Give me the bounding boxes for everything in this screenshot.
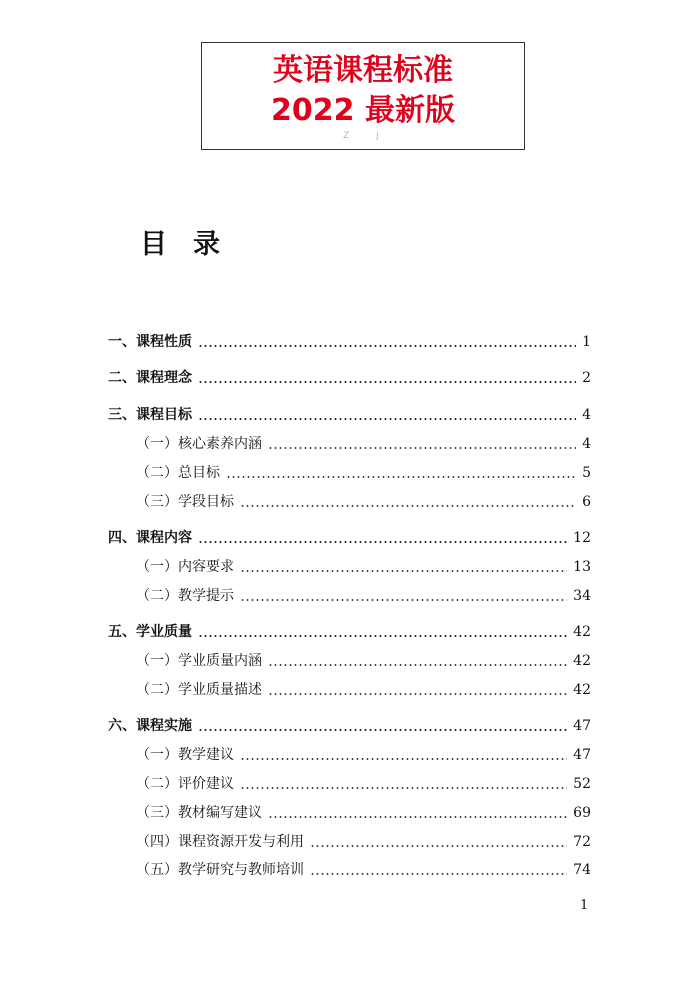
dot-leader — [198, 381, 576, 383]
toc-entry[interactable] — [108, 621, 591, 643]
toc-entry[interactable] — [136, 859, 591, 881]
toc-entry-page: 69 — [573, 805, 591, 821]
page-number: 1 — [580, 898, 589, 913]
toc-entry-label: （四）课程资源开发与利用 — [136, 834, 304, 850]
toc-entry-page: 6 — [582, 494, 591, 510]
toc-entry[interactable] — [136, 831, 591, 853]
toc-heading: 目录 — [140, 229, 246, 260]
toc-entry-page: 52 — [573, 776, 591, 792]
toc-entry[interactable] — [108, 331, 591, 353]
toc-entry-page: 5 — [582, 465, 591, 481]
dot-leader — [198, 541, 567, 543]
toc-entry[interactable] — [108, 527, 591, 549]
toc-entry-label: 五、学业质量 — [108, 624, 192, 640]
toc-entry-page: 42 — [573, 682, 591, 698]
toc-entry-label: （三）教材编写建议 — [136, 805, 262, 821]
dot-leader — [226, 476, 576, 478]
toc-entry-label: 二、课程理念 — [108, 370, 192, 386]
edition-subtitle: 2022 最新版 — [271, 93, 455, 128]
toc-entry-label: 一、课程性质 — [108, 334, 192, 350]
toc-entry-label: （一）教学建议 — [136, 747, 234, 763]
dot-leader — [198, 418, 576, 420]
toc-entry[interactable] — [108, 715, 591, 737]
toc-entry[interactable] — [136, 773, 591, 795]
dot-leader — [240, 787, 567, 789]
dot-leader — [240, 758, 567, 760]
document-title: 英语课程标准 — [273, 53, 453, 88]
toc-entry-label: （二）学业质量描述 — [136, 682, 262, 698]
toc-entry-page: 1 — [582, 334, 591, 350]
toc-entry[interactable] — [108, 367, 591, 389]
dot-leader — [240, 599, 567, 601]
toc-entry[interactable] — [136, 679, 591, 701]
toc-entry[interactable] — [136, 556, 591, 578]
dot-leader — [310, 873, 567, 875]
dot-leader — [198, 635, 567, 637]
toc-entry-label: （二）教学提示 — [136, 588, 234, 604]
watermark-letter: J — [376, 131, 379, 141]
dot-leader — [198, 345, 576, 347]
dot-leader — [310, 845, 567, 847]
toc-entry[interactable] — [136, 802, 591, 824]
toc-entry-label: （一）核心素养内涵 — [136, 436, 262, 452]
toc-entry-label: （二）评价建议 — [136, 776, 234, 792]
toc-entry-page: 4 — [582, 436, 591, 452]
dot-leader — [268, 447, 576, 449]
toc-entry-page: 42 — [573, 624, 591, 640]
watermark-letter: Z — [343, 131, 350, 141]
toc-entry[interactable] — [108, 404, 591, 426]
toc-entry-page: 74 — [573, 862, 591, 878]
toc-entry-label: （三）学段目标 — [136, 494, 234, 510]
toc-entry-page: 42 — [573, 653, 591, 669]
toc-entry[interactable] — [136, 744, 591, 766]
toc-entry[interactable] — [136, 433, 591, 455]
title-banner — [201, 42, 525, 150]
toc-entry-label: （五）教学研究与教师培训 — [136, 862, 304, 878]
toc-entry-page: 34 — [573, 588, 591, 604]
toc-entry[interactable] — [136, 650, 591, 672]
dot-leader — [240, 505, 576, 507]
dot-leader — [240, 570, 567, 572]
toc-entry-page: 4 — [582, 407, 591, 423]
toc-entry-page: 47 — [573, 747, 591, 763]
toc-entry[interactable] — [136, 585, 591, 607]
toc-entry-page: 2 — [582, 370, 591, 386]
toc-entry-label: （二）总目标 — [136, 465, 220, 481]
toc-entry[interactable] — [136, 491, 591, 513]
dot-leader — [268, 693, 567, 695]
toc-entry-label: 六、课程实施 — [108, 718, 192, 734]
toc-entry-page: 47 — [573, 718, 591, 734]
toc-entry-label: 三、课程目标 — [108, 407, 192, 423]
toc-entry[interactable] — [136, 462, 591, 484]
dot-leader — [268, 664, 567, 666]
toc-entry-page: 72 — [573, 834, 591, 850]
toc-entry-page: 13 — [573, 559, 591, 575]
toc-entry-label: （一）内容要求 — [136, 559, 234, 575]
toc-entry-label: 四、课程内容 — [108, 530, 192, 546]
toc-entry-label: （一）学业质量内涵 — [136, 653, 262, 669]
dot-leader — [198, 729, 567, 731]
dot-leader — [268, 816, 567, 818]
toc-entry-page: 12 — [573, 530, 591, 546]
